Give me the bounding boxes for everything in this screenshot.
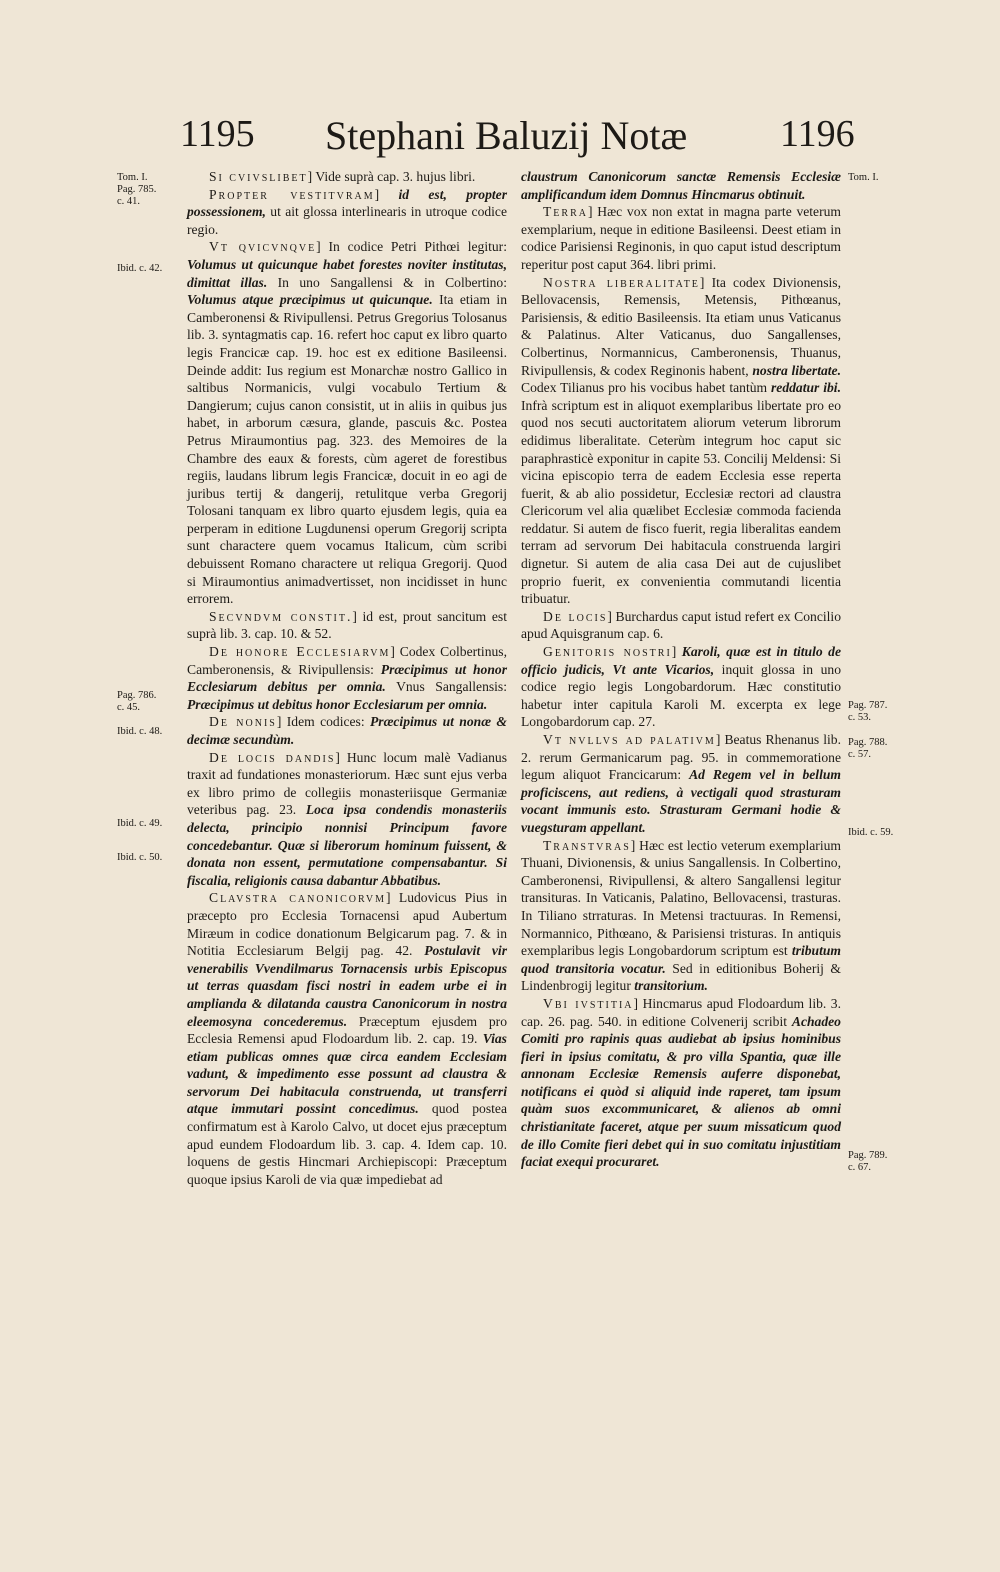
note-paragraph: De locis dandis] Hunc locum malè Vadianus traxit ad fundationes monasteriorum. Hæc sunt ejus verba ex libro primo de collegiis monasteriisque Germaniæ veteribus pag. 23. Loca ipsa condendis monasteriis delecta, principio nonnisi Principum favore concedebantur. Quæ si liberorum hominum fuissent, & donata non essent, permutatione compensabantur. Si fiscalia, religionis causa dabantur Abbatibus. xyxy=(187,749,507,888)
page-number-left: 1195 xyxy=(180,113,255,155)
note-paragraph: Vt nvllvs ad palativm] Beatus Rhenanus lib. 2. rerum Germanicarum pag. 95. in commemoratione legum aliquot Francicarum: Ad Regem vel in bellum proficiscens, aut rediens, à vectigali quod strasturam vocant immunis esto. Strasturam Germani hodie & vuegsturam appellant. xyxy=(521,732,841,835)
note-paragraph: Genitoris nostri] Karoli, quæ est in titulo de officio judicis, Vt ante Vicarios, inquit glossa in uno codice regio legis Longobardorum. Hæc constitutio habetur inter capitula Karoli M. excerpta ex lege Longobardorum cap. 27. xyxy=(521,644,841,730)
note-paragraph: Si cvivslibet] Vide suprà cap. 3. hujus libri. xyxy=(209,169,476,184)
margin-note: Tom. I. xyxy=(848,172,879,183)
note-paragraph: Clavstra canonicorvm] Ludovicus Pius in præcepto pro Ecclesia Tornacensi apud Aubertum Miræum in codice donationum Belgicarum pag. 7. & in Notitia Ecclesiarum Belgij pag. 42. Postulavit vir venerabilis Vvendilmarus Tornacensis urbis Episcopus ut terras quasdam fisci nostri in eadem urbe ei in amplianda & dilatanda caustra Canonicorum in nostra eleemosyna concederemus. Præceptum ejusdem pro Ecclesia Remensi apud Flodoardum lib. 2. cap. 19. Vias etiam publicas omnes quæ circa eandem Ecclesiam vadunt, & impedimento esse possunt ad claustra & servorum Dei habitacula construenda, ut transferri atque immutari possint concedimus. quod postea confirmatum est à Karolo Calvo, ut docet ejus præceptum apud eundem Flodoardum lib. 3. cap. 4. Idem cap. 10. loquens de gestis Hincmari Archiepiscopi: Præceptum quoque ipsius Karoli de via quæ impediebat ad xyxy=(187,890,507,1187)
note-paragraph: Nostra liberalitate] Ita codex Divionensis, Bellovacensis, Remensis, Metensis, Pithœanus, Parisiensis, & editio Basileensis. Ita etiam unus Vaticanus & Palatinus. Alter Vaticanus, duo Sangallenses, Colbertinus, Normannicus, Camberonensis, Thuanus, Rivipullensis, & codex Reginonis habent, nostra libertate. Codex Tilianus pro his vocibus habet tantùm reddatur ibi. Infrà scriptum est in aliquot exemplaribus libertate pro eo quod nos secuti auctoritatem aliorum veterum librorum edidimus liberalitate. Ceterùm integrum hoc caput sic paraphrasticè exponitur in capite 53. Concilij Meldensi: Si vicina episcopio terra de eadem Ecclesia esse reperta fuerit, & ab alio possidetur, Ecclesiæ rectori ad claustra Clericorum vel alia quælibet Ecclesiæ commoda facienda reddatur. Si autem de fisco fuerit, regia liberalitas eandem terram ad servorum Dei habitacula construenda largiri dignetur. Si autem de alia casa Dei aut de cujuslibet proprio fuerit, ex convenientia commutandi licentia tribuatur. xyxy=(521,274,841,607)
running-header xyxy=(0,112,1000,162)
margin-note: Ibid. c. 59. xyxy=(848,827,894,838)
note-paragraph: Vbi ivstitia] Hincmarus apud Flodoardum lib. 3. cap. 26. pag. 540. in editione Colvenerij scribit Achadeo Comiti pro rapinis quas audiebat ab ipsius hominibus fieri in ipsius comitatu, & pro villa Spantia, quæ ille annonam Ecclesiæ Remensis auferre disponebat, notificans ei quòd si aliquid inde raperet, tam ipsum quàm suos excommunicaret, & alienos ab omni christianitate faceret, atque per suum missaticum quod de illo Comite fieri debet qui in suo comitatu injustitiam faciat exequi procuraret. xyxy=(521,995,841,1170)
note-paragraph: Vt qvicvnqve] In codice Petri Pithœi legitur: Volumus ut quicunque habet forestes noviter institutas, dimittat illas. In uno Sangallensi & in Colbertino: Volumus atque præcipimus ut quicunque. Ita etiam in Camberonensi & Rivipullensi. Petrus Gregorius Tolosanus lib. 3. syntagmatis cap. 16. refert hoc caput ex libro quarto legis Francicæ cap. 19. hoc est ex editione Basileensi. Deinde addit: Ius regium est Monarchæ nostro Gallico in saltibus Normanicis, vulgi vocabulo Tertium & Dangierum; cujus canon consistit, ut in aliis in quibus jus habet, in arborum cæsura, glande, pascuis &c. Postea Petrus Miraumontius pag. 323. des Memoires de la Chambre des eaux & forests, cùm ageret de forestibus regiis, laudans librum legis Francicæ, docuit in eo agi de juribus tertij & dangerij, retulitque verba Gregorij Tolosani tanquam ex libro quarto ejusdem legis, quia ea perperam in editione Lugdunensi operum Gregorij scripta sunt charactere quem vocamus Italicum, cùm scribi debuissent Romano charactere ut reliqua Gregorij. Quod si Miraumontius animadvertisset, non incidisset in hunc errorem. xyxy=(187,239,507,607)
margin-note: Pag. 789. c. 67. xyxy=(848,1150,888,1173)
running-title: Stephani Baluzij Notæ xyxy=(325,113,688,158)
margin-note: Pag. 788. c. 57. xyxy=(848,737,888,760)
margin-note: Pag. 786. c. 45. xyxy=(117,690,157,713)
margin-note: Ibid. c. 48. xyxy=(117,726,163,737)
note-paragraph: Transtvras] Hæc est lectio veterum exemplarium Thuani, Divionensis, & unius Sangallensis. In Colbertino, Camberonensi, Rivipullensi, & altero Sangallensi legitur transituras. In Vaticanis, Palatino, Bellovacensi, trasturas. In Tiliano strraturas. In Metensi tractuuras. In Remensi, Normannico, Pithœano, & Parisiensi tristuras. In antiquis exemplaribus legis Longobardorum scriptum est tributum quod transitoria vocatur. Sed in editionibus Boherij & Lindenbrogij legitur transitorium. xyxy=(521,837,842,994)
note-paragraph: Propter vestitvram] id est, propter possessionem, ut ait glossa interlinearis in utroque codice regio. xyxy=(187,186,508,237)
margin-note: Tom. I. Pag. 785. c. 41. xyxy=(117,172,157,207)
margin-note: Ibid. c. 42. xyxy=(117,263,163,274)
margin-note: Pag. 787. c. 53. xyxy=(848,700,888,723)
note-paragraph: De nonis] Idem codices: Præcipimus ut nonæ & decimæ secundùm. xyxy=(187,714,507,747)
note-paragraph: Terra] Hæc vox non extat in magna parte veterum exemplarium, neque in editione Basileensi. Deest etiam in codice Parisiensi Reginonis, in quo caput istud descriptum reperitur post caput 364. libri primi. xyxy=(521,204,841,272)
left-column xyxy=(187,168,507,1188)
note-paragraph: De honore Ecclesiarvm] Codex Colbertinus, Camberonensis, & Rivipullensis: Præcipimus ut honor Ecclesiarum debitus per omnia. Vnus Sangallensis: Præcipimus ut debitus honor Ecclesiarum per omnia. xyxy=(187,644,508,712)
note-paragraph: claustrum Canonicorum sanctæ Remensis Ecclesiæ amplificandum idem Domnus Hincmarus obtinuit. xyxy=(521,169,841,202)
margin-note: Ibid. c. 49. xyxy=(117,818,163,829)
note-paragraph: Secvndvm constit.] id est, prout sancitum est suprà lib. 3. cap. 10. & 52. xyxy=(187,608,507,642)
note-paragraph: De locis] Burchardus caput istud refert ex Concilio apud Aquisgranum cap. 6. xyxy=(521,608,842,642)
right-column xyxy=(521,168,841,1171)
page-number-right: 1196 xyxy=(780,113,855,155)
margin-note: Ibid. c. 50. xyxy=(117,852,163,863)
